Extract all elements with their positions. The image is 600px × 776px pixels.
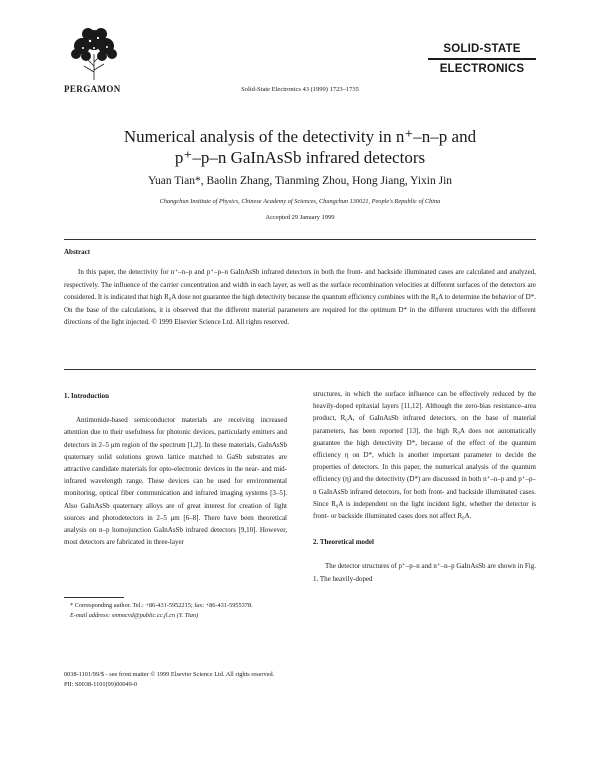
theory-paragraph: The detector structures of p⁺–p–n and n⁺–n–p GaInAsSb are shown in Fig. 1. The heavily-doped — [313, 562, 536, 583]
journal-name-line2: ELECTRONICS — [439, 63, 525, 75]
publisher-name: PERGAMON — [64, 84, 121, 94]
copyright-block — [64, 670, 274, 690]
copyright-line: 0038-1101/99/$ - see front matter © 1999 Elsevier Science Ltd. All rights reserved. — [64, 671, 275, 678]
intro-paragraph: Antimonide-based semiconductor materials are receiving increased attention due to their usefulness for photonic devices, particularly emitters and detectors in 2–5 μm region of the spectrum [1,2]. In these materials, GaInAsSb quaternary solid solutions grown lattice matched to GaSb substrates are attractive candidate materials for opto-electronic devices in the near- and mid-infrared wavelength range. These devices can be used for environmental monitoring, optical fiber communication and infrared imaging systems [3–5]. Also GaInAsSb quaternary alloys are of great interest for creation of light sources and photodetectors in 2–5 μm [6–8]. There have been theoretical analysis on n–p homojunction GaInAsSb infrared detectors [9,10]. However, most detectors are fabricated in three-layer — [64, 416, 287, 547]
email-note: E-mail address: snmocvd@public.cc.jl.cn (Y. Tian) — [70, 612, 199, 619]
pergamon-tree-logo — [64, 26, 124, 82]
divider-bottom — [64, 369, 536, 370]
journal-name — [428, 40, 536, 78]
title-line-1: Numerical analysis of the detectivity in n⁺–n–p and — [123, 127, 477, 146]
right-column — [313, 388, 536, 585]
footnotes — [64, 601, 287, 621]
theory-heading: 2. Theoretical model — [313, 538, 374, 547]
abstract-heading: Abstract — [64, 248, 91, 256]
title-line-2: p⁺–p–n GaInAsSb infrared detectors — [174, 148, 426, 167]
abstract-text: In this paper, the detectivity for n⁺–n–p and p⁺–p–n GaInAsSb infrared detectors in both the front- and backside illuminated cases are calculated and analyzed, respectively. The influence of the carrier concentration and width in each layer, as well as the surface recombination velocities at different surfaces of the detectors are considered. It is indicated that high R₀A dose not guarantee the high detectivity because the quantum efficiency combines with the R₀A to determine the behavior of D*. On the base of the calculations, it is observed that the different material parameters are required for the optimum D* in the different structures with the different directions of the light injected. © 1999 Elsevier Science Ltd. All rights reserved. — [64, 268, 536, 326]
affiliation: Changchun Institute of Physics, Chinese Academy of Sciences, Changchun 130021, People's Republic of China — [159, 198, 441, 205]
journal-name-line1: SOLID-STATE — [428, 40, 536, 60]
intro-paragraph-continued: structures, in which the surface influence can be effectively reduced by the heavily-doped epitaxial layers [11,12]. Although the zero-bias resistance–area product, R₀A, of GaInAsSb infrared detectors, on the base of material parameters, has been reported [13], the high R₀A does not automatically guarantee the high detectivity D*, because of the effect of the quantum efficiency η on D*, which is another important parameter to decide the properties of detectors. In this paper, the numerical analysis of the quantum efficiency (η) and the detectivity (D*) are discussed in both n⁺–n–p and p⁺–p–n GaInAsSb infrared detectors, for both front- and backside illuminated cases. Since R₀A is independent on the light incident light, whether the detector is front- or backside illuminated cases does not affect R₀A. — [313, 390, 536, 521]
footnote-divider — [64, 597, 124, 598]
journal-reference: Solid-State Electronics 43 (1999) 1723–1735 — [241, 86, 359, 93]
authors: Yuan Tian*, Baolin Zhang, Tianming Zhou, Hong Jiang, Yixin Jin — [147, 175, 453, 187]
left-column — [64, 390, 287, 548]
divider-top — [64, 239, 536, 240]
accepted-date: Accepted 29 January 1999 — [265, 214, 335, 221]
intro-heading: 1. Introduction — [64, 392, 109, 400]
pii-line: PII: S0038-1101(99)00049-0 — [64, 681, 138, 688]
corresponding-author-note: * Corresponding author. Tel.: +86-431-5952215; fax: +86-431-5955378. — [70, 602, 253, 609]
paper-title — [64, 126, 536, 168]
